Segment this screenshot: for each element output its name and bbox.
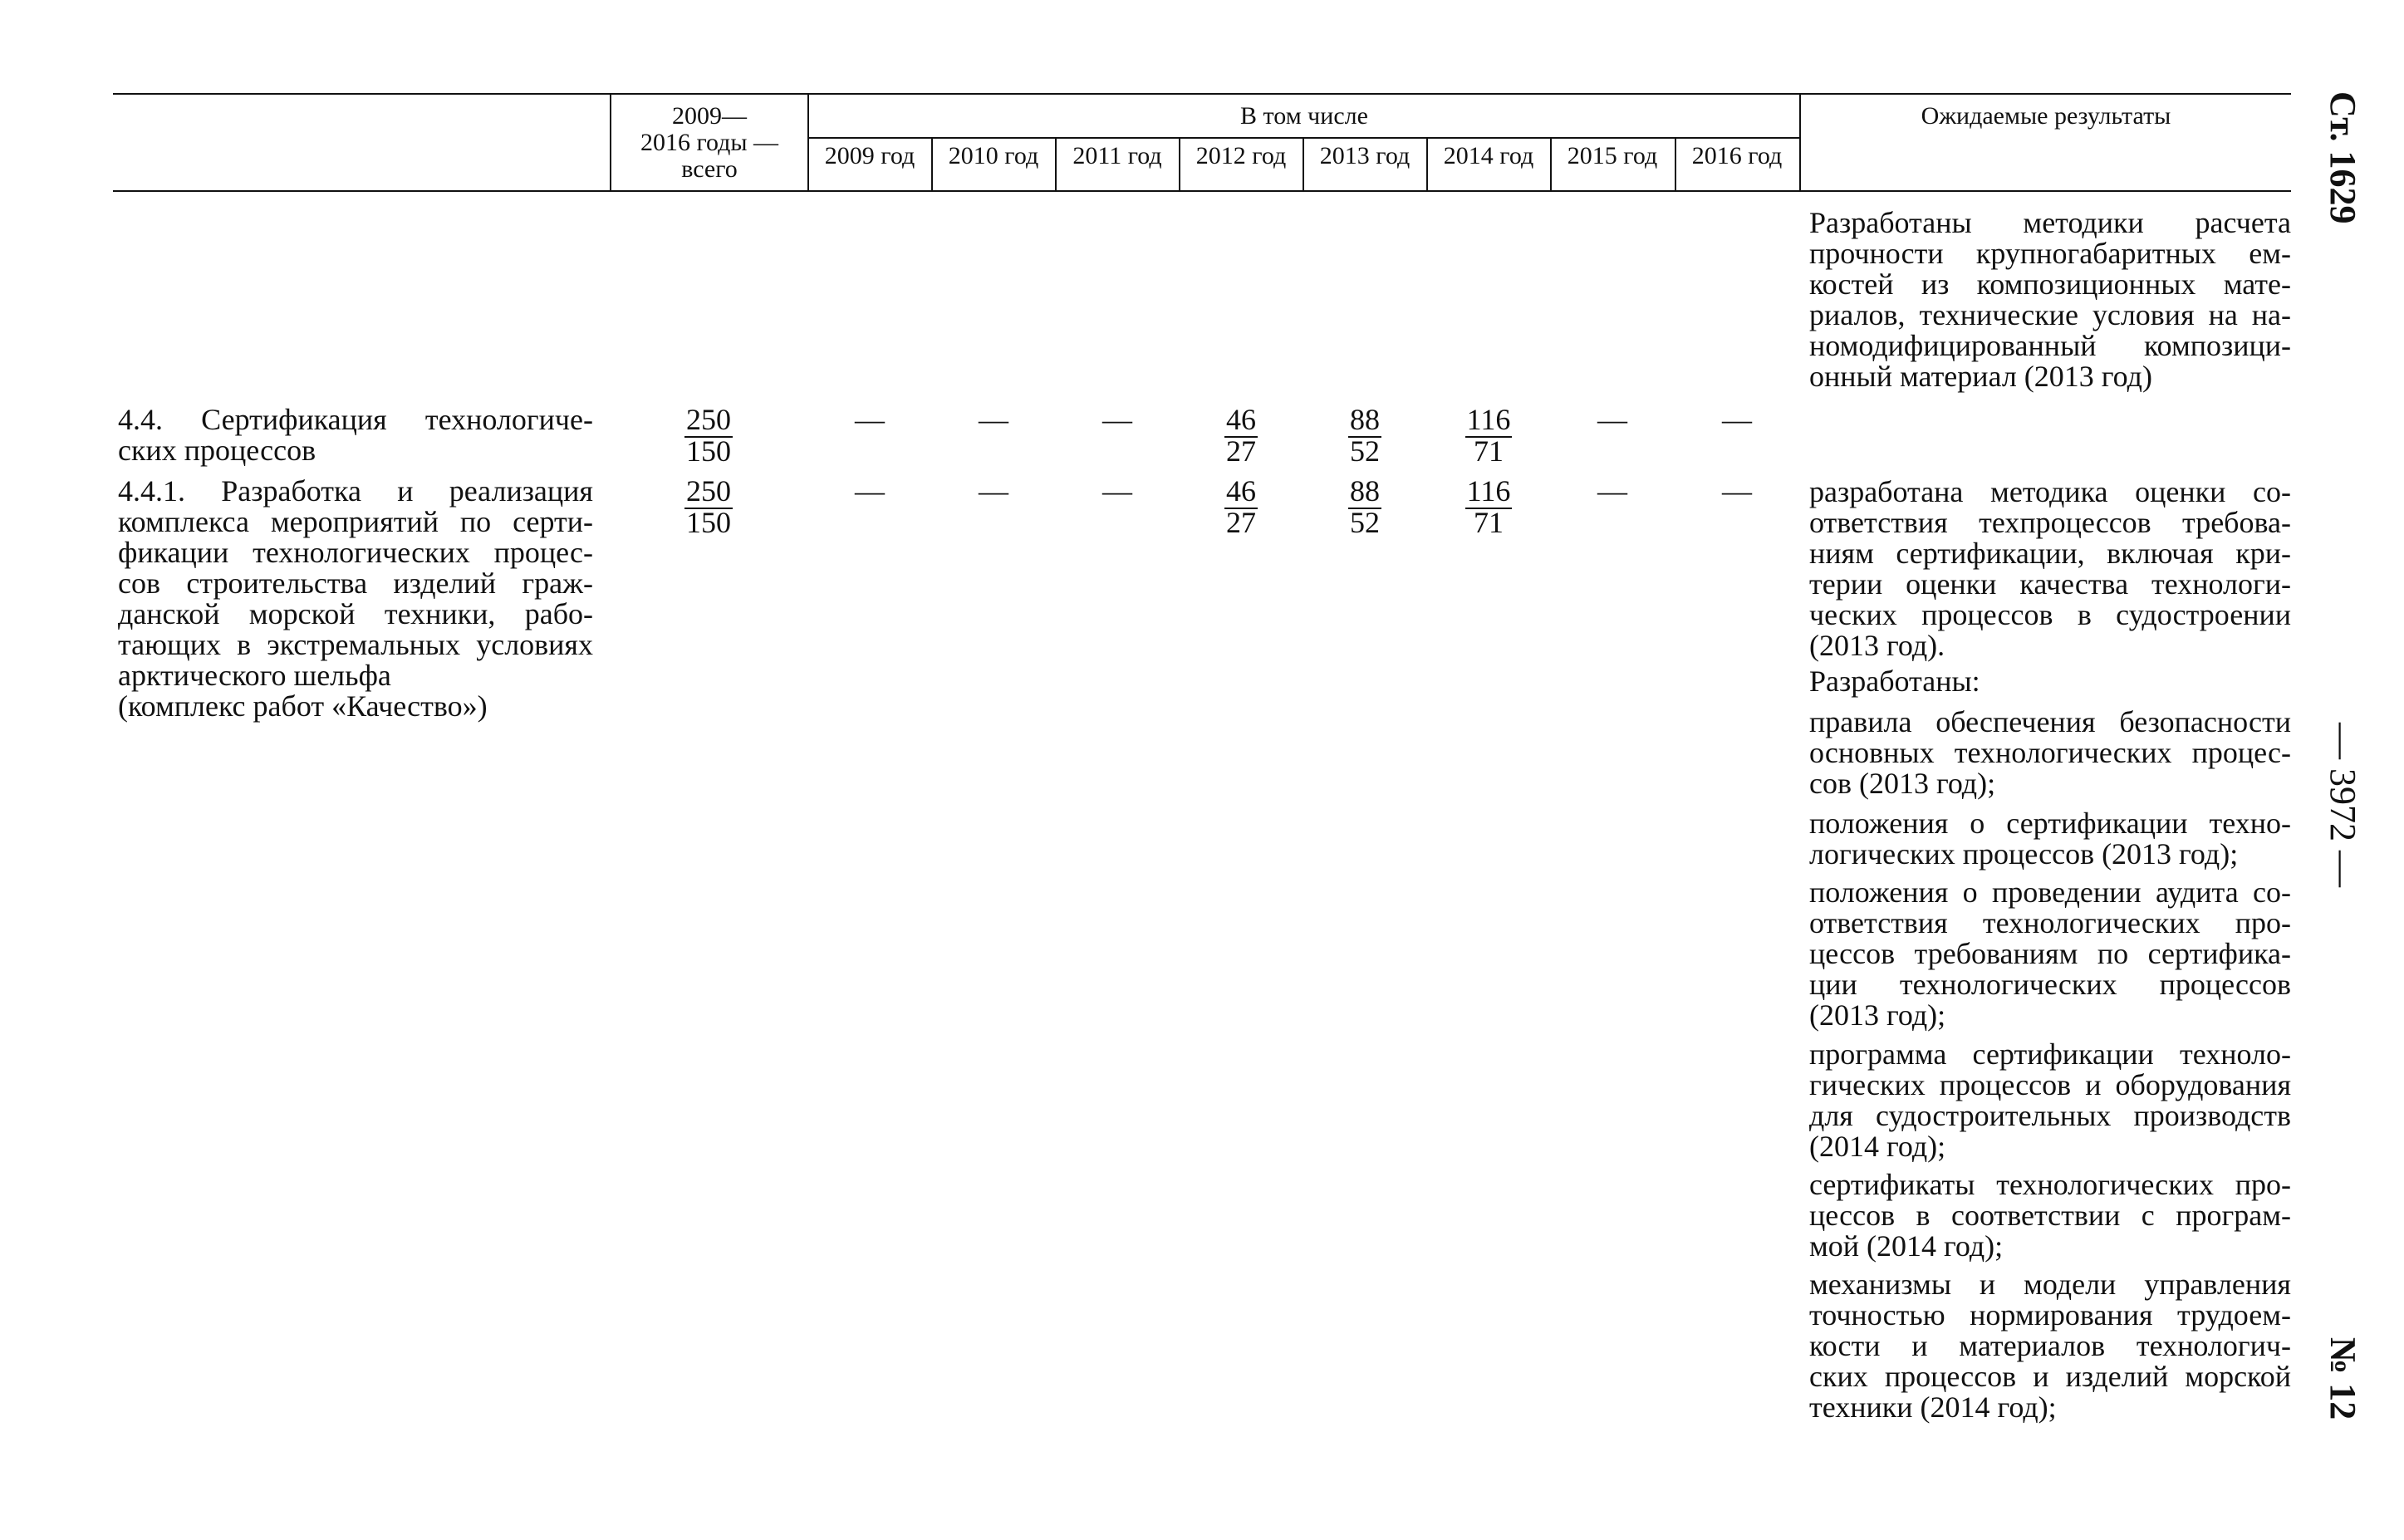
- row-4-4-2014: 116 71: [1466, 403, 1511, 468]
- row-4-4-1-2009: —: [855, 474, 885, 508]
- header-bottom-rule: [113, 190, 2291, 192]
- row-4-4-1-total: 250 150: [686, 474, 731, 539]
- carryover-result: Разработаны методики расчета прочности крупногабаритных ем- костей из композиционных мате- риалов, технические условия на на- номодифицированный композици- онный материал (2013 год): [1809, 206, 2291, 393]
- task-4-4-1: 4.4.1. Разработка и реализация комплекса мероприятий по серти- фикации технологических процес- сов строительства изделий граж- данской морской техники, рабо- тающих в экстремальных условиях арктического шельфа (комплекс работ «Качество»): [118, 474, 593, 723]
- header-top-rule: [113, 93, 2291, 95]
- result-4-4-1-audit-provisions: положения о проведении аудита со- ответствия технологических про- цессов требованиям по сертифика- ции технологических процессов (2013 год);: [1809, 875, 2291, 1032]
- header-year-2011: 2011 год: [1072, 142, 1162, 169]
- result-4-4-1-management-models: механизмы и модели управления точностью нормирования трудоем- кости и материалов технологич- ских процессов и изделий морской техники (2014 год);: [1809, 1268, 2291, 1424]
- row-4-4-1-2013: 88 52: [1350, 474, 1380, 539]
- margin-page-number: — 3972 —: [2323, 723, 2363, 887]
- header-year-2015: 2015 год: [1567, 142, 1658, 169]
- task-4-4: 4.4. Сертификация технологиче- ских процессов: [118, 403, 593, 467]
- result-4-4-1-methodology: разработана методика оценки со- ответствия техпроцессов требова- ниям сертификации, включая кри- терии оценки качества технологи- ческих процессов в судостроении (2013 год).: [1809, 475, 2291, 662]
- row-4-4-2011: —: [1102, 403, 1132, 436]
- margin-issue-number: № 12: [2323, 1337, 2363, 1420]
- result-4-4-1-safety-rules: правила обеспечения безопасности основных технологических процес- сов (2013 год);: [1809, 705, 2291, 800]
- row-4-4-1-2012: 46 27: [1226, 474, 1256, 539]
- row-4-4-2016: —: [1722, 403, 1752, 436]
- result-4-4-1-developed: Разработаны:: [1809, 665, 1980, 698]
- row-4-4-2015: —: [1597, 403, 1627, 436]
- row-4-4-total: 250 150: [686, 403, 731, 468]
- result-4-4-1-certification-provisions: положения о сертификации техно- логических процессов (2013 год);: [1809, 807, 2291, 871]
- header-year-2010: 2010 год: [948, 142, 1039, 169]
- row-4-4-1-2010: —: [979, 474, 1008, 508]
- row-4-4-1-2014: 116 71: [1466, 474, 1511, 539]
- row-4-4-1-2016: —: [1722, 474, 1752, 508]
- margin-article-number: Ст. 1629: [2323, 91, 2363, 224]
- row-4-4-2010: —: [979, 403, 1008, 436]
- header-including: В том числе: [1240, 102, 1368, 130]
- header-results: Ожидаемые результаты: [1921, 102, 2171, 130]
- row-4-4-1-2015: —: [1597, 474, 1627, 508]
- row-4-4-2013: 88 52: [1350, 403, 1380, 468]
- header-year-2014: 2014 год: [1443, 142, 1534, 169]
- header-year-2012: 2012 год: [1195, 142, 1287, 169]
- result-4-4-1-certification-program: программа сертификации техноло- гических процессов и оборудования для судостроительных производств (2014 год);: [1809, 1037, 2291, 1163]
- header-year-2013: 2013 год: [1319, 142, 1411, 169]
- row-4-4-1-2011: —: [1102, 474, 1132, 508]
- result-4-4-1-certificates: сертификаты технологических про- цессов в соответствии с програм- мой (2014 год);: [1809, 1168, 2291, 1263]
- row-4-4-2012: 46 27: [1226, 403, 1256, 468]
- row-4-4-2009: —: [855, 403, 885, 436]
- header-year-2016: 2016 год: [1691, 142, 1783, 169]
- header-total: 2009— 2016 годы — всего: [640, 102, 779, 183]
- header-year-2009: 2009 год: [824, 142, 915, 169]
